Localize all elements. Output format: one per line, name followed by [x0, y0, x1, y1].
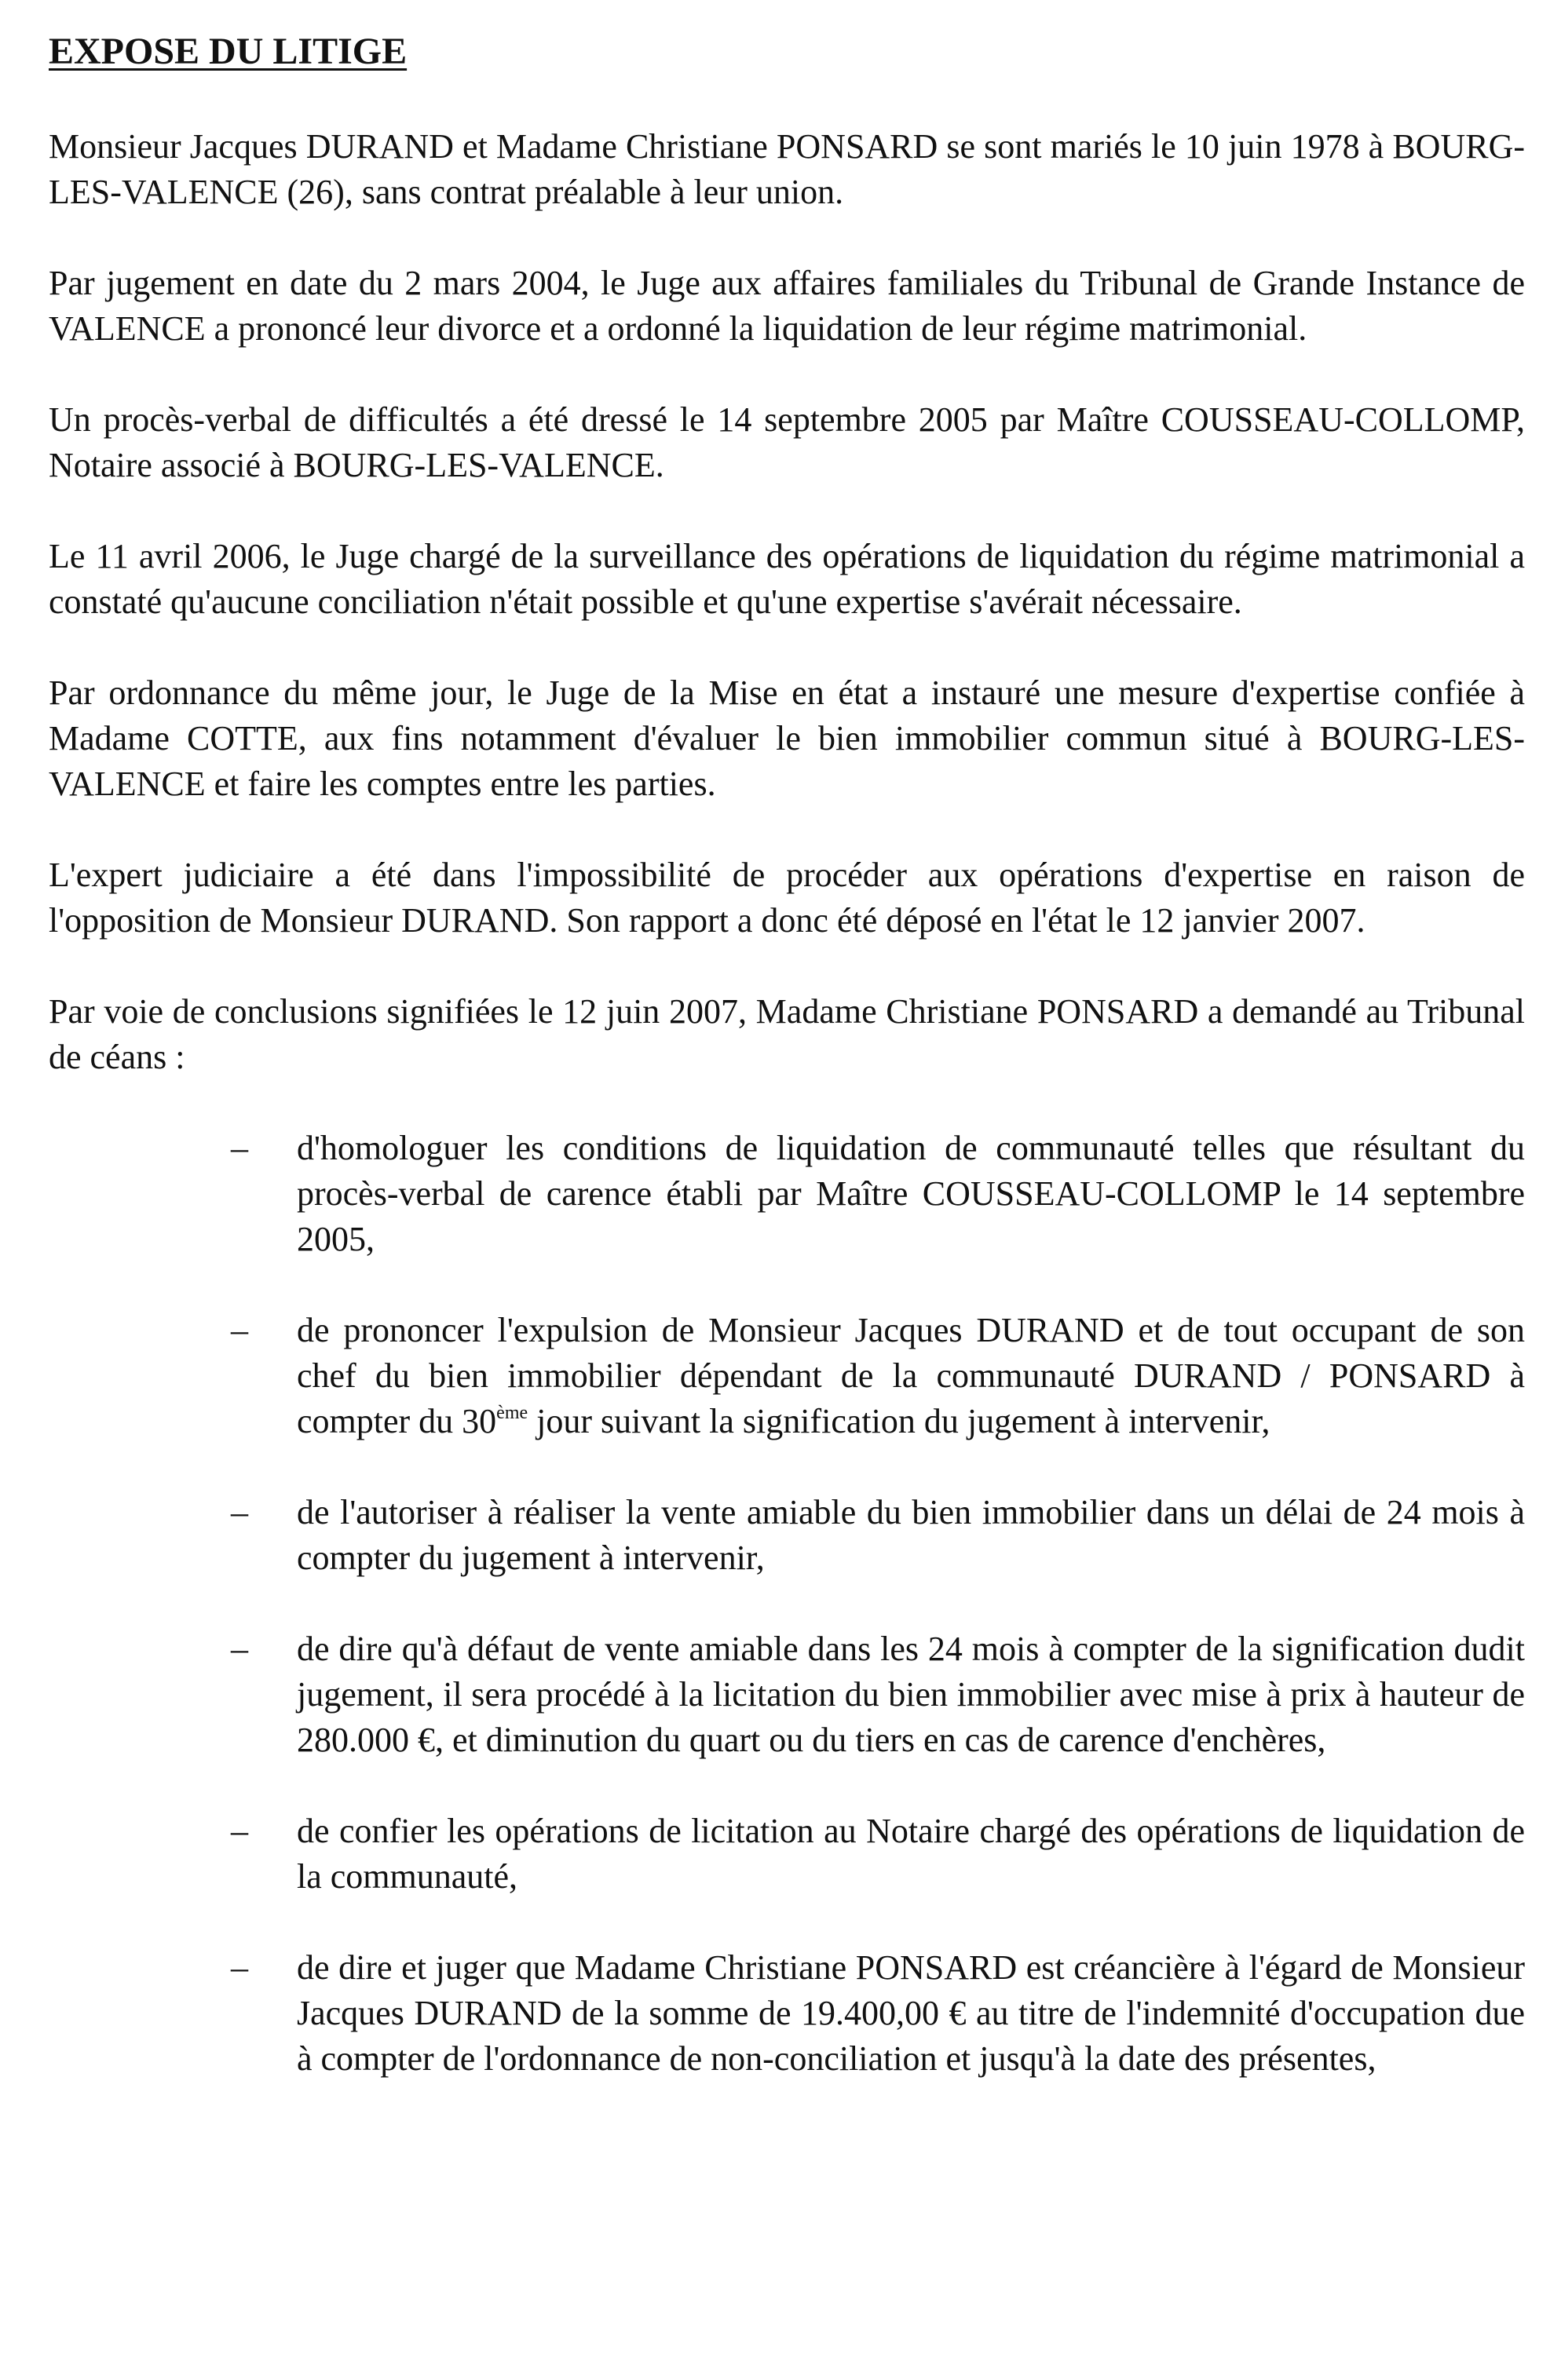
request-text: de dire et juger que Madame Christiane PONSARD est créancière à l'égard de Monsieur Jacques DURAND de la somme de 19.400,00 € au titre de l'indemnité d'occupation due à compter de l'ordonnance de non-conciliation et jusqu'à la date des présentes, — [297, 1948, 1525, 2078]
list-item — [49, 1809, 1525, 1900]
paragraph-expertise-order: Par ordonnance du même jour, le Juge de la Mise en état a instauré une mesure d'expertise confiée à Madame COTTE, aux fins notamment d'évaluer le bien immobilier commun situé à BOURG-LES-VALENCE et faire les comptes entre les parties. — [49, 673, 1525, 803]
dash-bullet: – — [231, 1311, 248, 1349]
paragraph-divorce-judgment: Par jugement en date du 2 mars 2004, le Juge aux affaires familiales du Tribunal de Grande Instance de VALENCE a prononcé leur divorce et a ordonné la liquidation de leur régime matrimonial. — [49, 264, 1525, 348]
request-text: de l'autoriser à réaliser la vente amiable du bien immobilier dans un délai de 24 mois à compter du jugement à intervenir, — [297, 1493, 1525, 1577]
list-item — [49, 1308, 1525, 1444]
request-text: d'homologuer les conditions de liquidation de communauté telles que résultant du procès-verbal de carence établi par Maître COUSSEAU-COLLOMP le 14 septembre 2005, — [297, 1129, 1525, 1258]
list-item — [49, 1945, 1525, 2082]
request-text: de prononcer l'expulsion de Monsieur Jacques DURAND et de tout occupant de son chef du bien immobilier dépendant de la communauté DURAND / PONSARD à compter du 30 — [297, 1311, 1525, 1440]
request-list — [49, 1126, 1525, 2082]
list-item — [49, 1626, 1525, 1763]
dash-bullet: – — [231, 1630, 248, 1668]
dash-bullet: – — [231, 1129, 248, 1167]
paragraph-conclusions: Par voie de conclusions signifiées le 12 juin 2007, Madame Christiane PONSARD a demandé au Tribunal de céans : — [49, 992, 1525, 1076]
document-page — [49, 28, 1525, 2127]
superscript-eme: ème — [496, 1403, 528, 1423]
list-item — [49, 1490, 1525, 1581]
paragraph-expert-report: L'expert judiciaire a été dans l'impossibilité de procéder aux opérations d'expertise en raison de l'opposition de Monsieur DURAND. Son rapport a donc été déposé en l'état le 12 janvier 2007. — [49, 856, 1525, 940]
paragraph-conciliation: Le 11 avril 2006, le Juge chargé de la surveillance des opérations de liquidation du régime matrimonial a constaté qu'aucune conciliation n'était possible et qu'une expertise s'avérait nécessaire. — [49, 537, 1525, 621]
section-heading: EXPOSE DU LITIGE — [49, 31, 408, 72]
request-text: de dire qu'à défaut de vente amiable dans les 24 mois à compter de la signification dudit jugement, il sera procédé à la licitation du bien immobilier avec mise à prix à hauteur de 280.000 €, et diminution du quart ou du tiers en cas de carence d'enchères, — [297, 1630, 1525, 1759]
dash-bullet: – — [231, 1493, 248, 1531]
paragraph-difficulties-report: Un procès-verbal de difficultés a été dressé le 14 septembre 2005 par Maître COUSSEAU-COLLOMP, Notaire associé à BOURG-LES-VALENCE. — [49, 400, 1525, 484]
request-text-continued: jour suivant la signification du jugement à intervenir, — [528, 1402, 1270, 1440]
paragraph-marriage: Monsieur Jacques DURAND et Madame Christiane PONSARD se sont mariés le 10 juin 1978 à BOURG-LES-VALENCE (26), sans contrat préalable à leur union. — [49, 127, 1525, 211]
request-text: de confier les opérations de licitation au Notaire chargé des opérations de liquidation de la communauté, — [297, 1812, 1525, 1896]
dash-bullet: – — [231, 1948, 248, 1987]
dash-bullet: – — [231, 1812, 248, 1850]
list-item — [49, 1126, 1525, 1262]
